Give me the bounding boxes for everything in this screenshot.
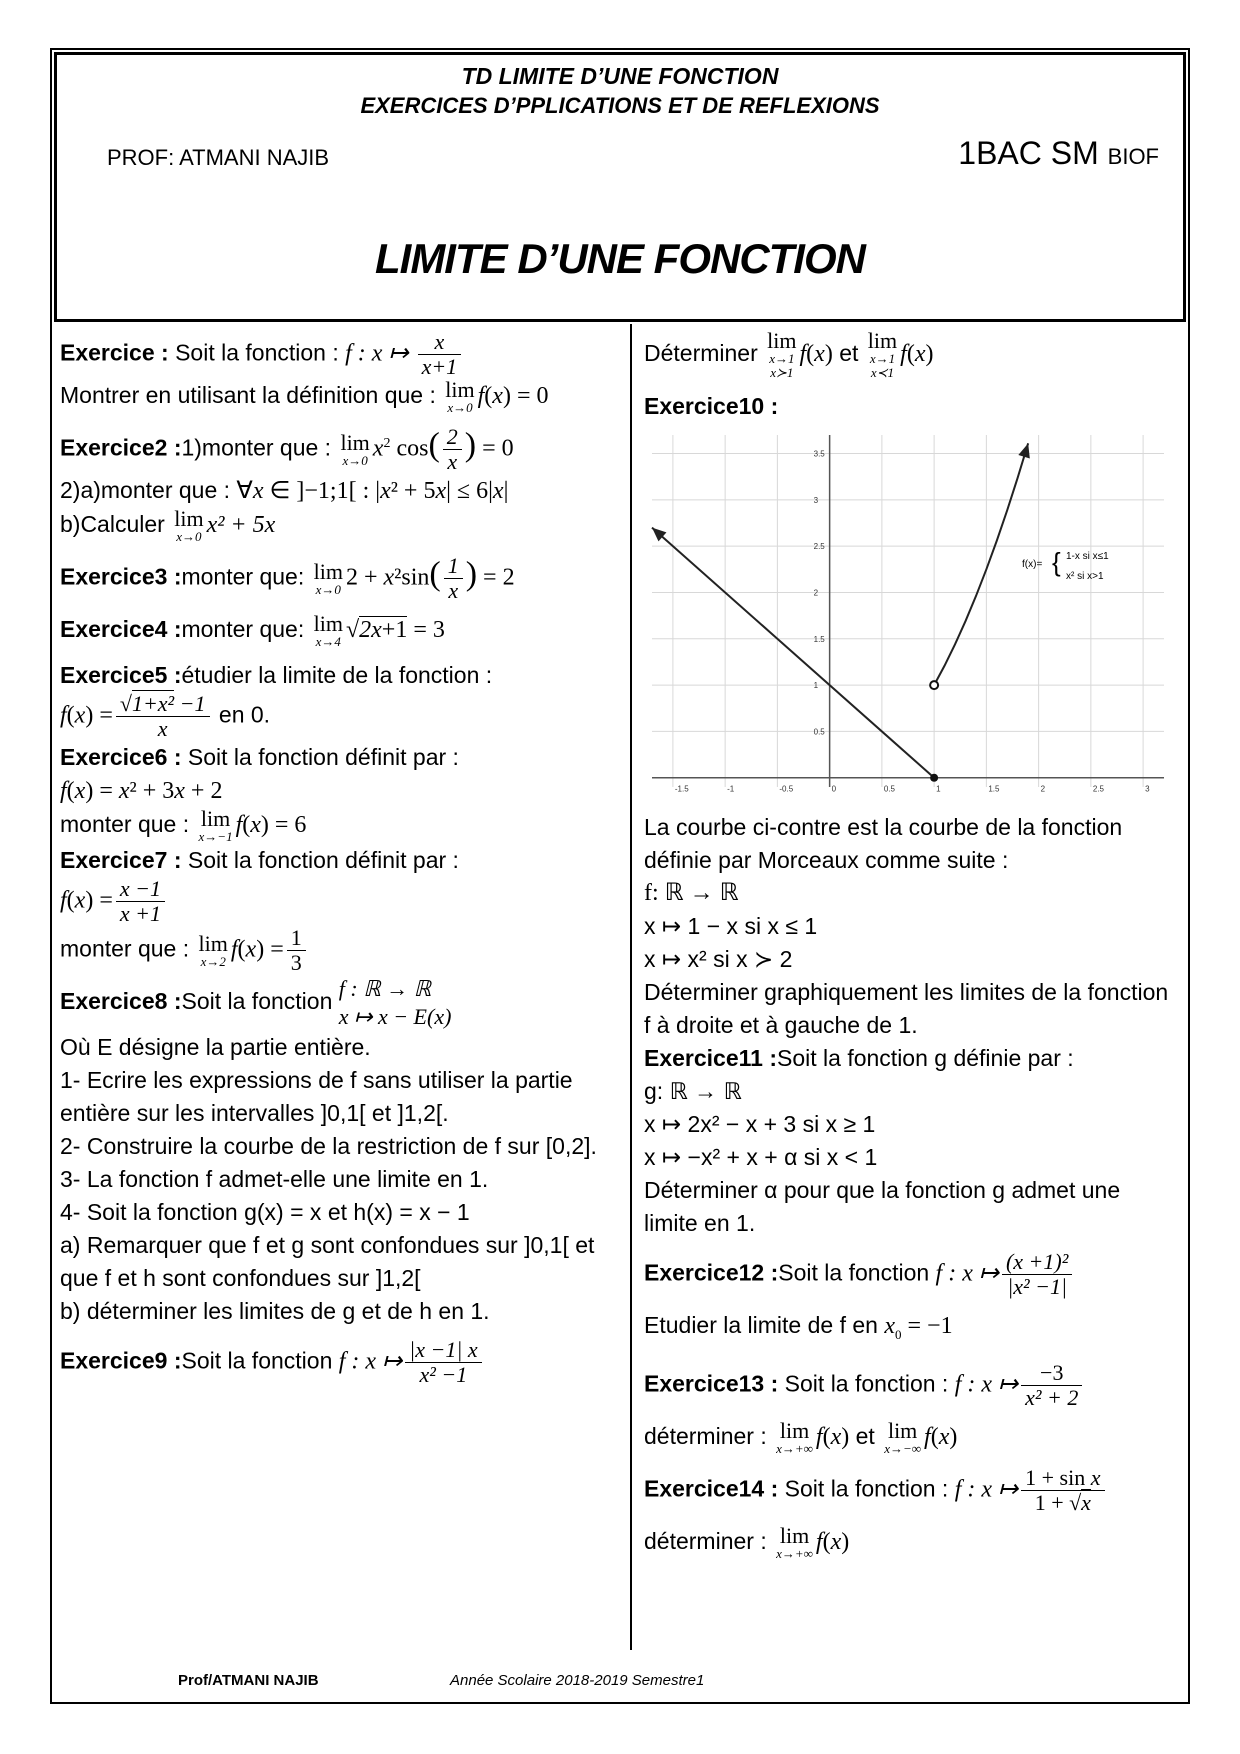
ex12-text: Soit la fonction <box>778 1259 936 1286</box>
ex6-text: Soit la fonction définit par : <box>181 744 459 770</box>
ex11-line2: x ↦ 2x² − x + 3 si x ≥ 1 <box>644 1111 876 1137</box>
ex13-det: déterminer : <box>644 1422 774 1449</box>
ex2-label: Exercice2 : <box>60 434 182 461</box>
ex11-text: Soit la fonction g définie par : <box>777 1045 1074 1071</box>
ex10-line4: x ↦ x² si x ≻ 2 <box>644 946 793 972</box>
exercise-2: Exercice2 :1)monter que : lim x→0 $x^2$ cos( $\frac{2}{x}$ ) = 0 <box>60 424 514 474</box>
ex6-label: Exercice6 : <box>60 744 182 770</box>
ex9-determine: Déterminer lim x→1 x≻1 f(x) et lim x→1 x≺1 f(x) <box>644 328 934 380</box>
ex1-lim: lim x→0 <box>445 377 475 415</box>
exercise-7-show: monter que : lim x→2 f(x) = $\frac{1}{3}$ <box>60 926 620 975</box>
ex4-text: monter que: <box>181 616 311 643</box>
ex13-label: Exercice13 : <box>644 1370 779 1397</box>
x-tick-label: -0.5 <box>779 784 794 794</box>
y-tick-label: 2 <box>813 588 819 598</box>
ex1-label: Exercice : <box>60 339 169 366</box>
ex2-b: b)Calculer <box>60 511 172 538</box>
ex9-label: Exercice9 : <box>60 1347 182 1374</box>
y-tick-label: 3.5 <box>813 449 825 459</box>
ex2-a: 2)a)monter que : <box>60 477 237 503</box>
x-tick-label: 0.5 <box>883 784 896 794</box>
exercise-2b: b)Calculer lim x→0 x² + 5x <box>60 506 276 544</box>
ex13-determine: déterminer : lim x→+∞ f(x) et lim x→−∞ f(x) <box>644 1417 958 1456</box>
ex14-label: Exercice14 : <box>644 1475 779 1502</box>
ex8-text: Soit la fonction <box>181 988 339 1015</box>
ex10-label: Exercice10 : <box>644 393 779 419</box>
exercise-5 <box>60 659 620 692</box>
ex8-line7: b) déterminer les limites de g et de h en 1. <box>60 1298 490 1324</box>
y-tick-label: 1.5 <box>813 634 825 644</box>
x-tick-label: 1 <box>936 784 941 794</box>
ex8-line1: Où E désigne la partie entière. <box>60 1034 371 1060</box>
series-2-arrow <box>1018 443 1029 458</box>
y-tick-label: 1 <box>813 681 819 691</box>
left-column <box>60 330 620 1387</box>
y-tick-label: 0.5 <box>813 727 825 737</box>
exercise-6-show: monter que : lim x→−1 f(x) = 6 <box>60 806 307 844</box>
ex14-text: Soit la fonction : <box>778 1475 955 1502</box>
exercise-7-formula: f(x) = $\frac{x -1}{x +1}$ <box>60 877 620 926</box>
graph-grid <box>652 435 1164 787</box>
exercise-10 <box>644 390 1174 423</box>
exercise-11 <box>644 1042 1174 1075</box>
header-box <box>54 52 1186 322</box>
page-title: LIMITE D’UNE FONCTION <box>375 235 865 282</box>
ex4-label: Exercice4 : <box>60 616 182 643</box>
exercise-4: Exercice4 :monter que: lim x→4 √2x+1 = 3 <box>60 611 445 649</box>
footer-author: Prof/ATMANI NAJIB <box>178 1672 319 1689</box>
ex1-text: Soit la fonction : <box>168 339 346 366</box>
ex12-line1: Etudier la limite de f en $x_0 = -1$ <box>644 1312 953 1342</box>
x-tick-label: 0 <box>831 784 837 794</box>
ex10-graph <box>644 427 1174 807</box>
ex8-line4: 3- La fonction f admet-elle une limite en 1. <box>60 1166 489 1192</box>
x-tick-label: 2 <box>1040 784 1046 794</box>
x-tick-label: 1.5 <box>988 784 1000 794</box>
ex7-text: Soit la fonction définit par : <box>181 847 459 873</box>
x-tick-label: -1 <box>727 784 735 794</box>
ex8-label: Exercice8 : <box>60 988 182 1015</box>
ex5-end: en 0. <box>212 701 271 728</box>
ex13-text: Soit la fonction : <box>778 1370 955 1397</box>
ex10-line1: La courbe ci-contre est la courbe de la fonction définie par Morceaux comme suite : <box>644 814 1123 873</box>
ex9-text: Soit la fonction <box>181 1347 339 1374</box>
ex1-line2: Montrer en utilisant la définition que : <box>60 382 443 409</box>
closed-point <box>930 774 938 782</box>
ex7-show: monter que : <box>60 935 196 962</box>
right-column <box>644 330 1174 1561</box>
ex8-line3: 2- Construire la courbe de la restriction de f sur [0,2]. <box>60 1133 597 1159</box>
legend-line2: x² si x>1 <box>1066 571 1104 582</box>
footer-year: Année Scolaire 2018-2019 Semestre1 <box>450 1672 705 1689</box>
ex11-line3: x ↦ −x² + x + α si x < 1 <box>644 1144 878 1170</box>
level-small: BIOF <box>1107 144 1159 169</box>
exercise-12: Exercice12 :Soit la fonction f : x ↦ $\frac{\text{(x +1)²}}{\text{|x² −1|}}$ <box>644 1250 1174 1299</box>
exercise-2a: 2)a)monter que : ∀x ∈ ]−1;1[ : |x² + 5x| ≤ 6|x| <box>60 477 509 504</box>
ex10-line3: x ↦ 1 − x si x ≤ 1 <box>644 913 818 939</box>
ex12-l1: Etudier la limite de f en <box>644 1312 885 1338</box>
exercise-7 <box>60 844 620 877</box>
ex1-formula: f : x ↦ <box>345 340 415 367</box>
ex10-line2: f: ℝ → ℝ <box>644 880 739 906</box>
ex5-text: étudier la limite de la fonction : <box>181 662 493 688</box>
ex8-line6: a) Remarquer que f et g sont confondues sur ]0,1[ et que f et h sont confondues sur ]1,2[ <box>60 1232 595 1291</box>
series-1-line <box>652 528 934 778</box>
x-tick-label: 3 <box>1145 784 1150 794</box>
ex13-and: et <box>849 1422 882 1449</box>
exercise-6-formula: f(x) = x² + 3x + 2 <box>60 778 223 804</box>
x-tick-label: -1.5 <box>674 784 689 794</box>
exercise-6 <box>60 741 620 774</box>
exercise-5-formula: f(x) = $\frac{\text{√1+x² −1}}{x}$ en 0. <box>60 691 271 741</box>
ex12-label: Exercice12 : <box>644 1259 779 1286</box>
header-line2: EXERCICES D’PPLICATIONS ET DE REFLEXIONS <box>360 93 880 118</box>
ex2-text: 1)monter que : <box>181 434 338 461</box>
ex6-show: monter que : <box>60 811 196 838</box>
y-tick-label: 2.5 <box>813 542 825 552</box>
y-tick-label: 3 <box>813 495 819 505</box>
header-line1: TD LIMITE D’UNE FONCTION <box>461 63 779 89</box>
ex1-fraction: $\frac{x}{x+1}$ <box>418 330 462 379</box>
ex5-label: Exercice5 : <box>60 662 182 688</box>
column-divider <box>630 324 632 1650</box>
ex14-det: déterminer : <box>644 1527 774 1554</box>
prof-name: PROF: ATMANI NAJIB <box>107 145 330 170</box>
ex11-line1: g: ℝ → ℝ <box>644 1078 742 1104</box>
ex14-determine: déterminer : lim x→+∞ f(x) <box>644 1522 850 1561</box>
legend-brace: { <box>1052 547 1061 577</box>
ex8-line5: 4- Soit la fonction g(x) = x et h(x) = x − 1 <box>60 1199 470 1225</box>
exercise-14: Exercice14 : Soit la fonction : f : x ↦ $\frac{\text{1 + sin x}}{1 + √x}$ <box>644 1466 1174 1515</box>
exercise-9: Exercice9 :Soit la fonction f : x ↦ $\frac{|x -1| x}{\text{x² −1}}$ <box>60 1338 620 1387</box>
ex10-line5: Déterminer graphiquement les limites de la fonction f à droite et à gauche de 1. <box>644 979 1169 1038</box>
legend-line1: 1-x si x≤1 <box>1066 551 1109 562</box>
x-tick-label: 2.5 <box>1092 784 1104 794</box>
series-2-curve <box>934 443 1028 685</box>
graph-legend <box>1022 547 1109 582</box>
ex8-line2: 1- Ecrire les expressions de f sans utiliser la partie entière sur les intervalles ]0,1[ et ]1,2[. <box>60 1067 573 1126</box>
exercise-1-line2: Montrer en utilisant la définition que : lim x→0 f(x) = 0 <box>60 377 549 415</box>
exercise-8: Exercice8 :Soit la fonction f : ℝ → ℝ x ↦ x − E(x) <box>60 976 452 1029</box>
graph-axes <box>652 435 1164 794</box>
ex7-label: Exercice7 : <box>60 847 182 873</box>
level-label <box>958 135 1159 172</box>
open-point <box>930 681 938 689</box>
ex11-label: Exercice11 : <box>644 1045 778 1071</box>
det-text: Déterminer <box>644 340 765 367</box>
ex11-line4: Déterminer α pour que la fonction g admet une limite en 1. <box>644 1177 1121 1236</box>
legend-fx: f(x)= <box>1022 559 1043 570</box>
det-and: et <box>832 340 865 367</box>
exercise-1 <box>60 330 620 379</box>
exercise-13: Exercice13 : Soit la fonction : f : x ↦ $\frac{-3}{\text{x² + 2}}$ <box>644 1361 1174 1410</box>
ex3-label: Exercice3 : <box>60 563 182 590</box>
ex3-text: monter que: <box>181 563 311 590</box>
level-main: 1BAC SM <box>958 135 1099 171</box>
exercise-3: Exercice3 :monter que: lim x→0 2 + x²sin( $\frac{1}{x}$ ) = 2 <box>60 553 515 603</box>
